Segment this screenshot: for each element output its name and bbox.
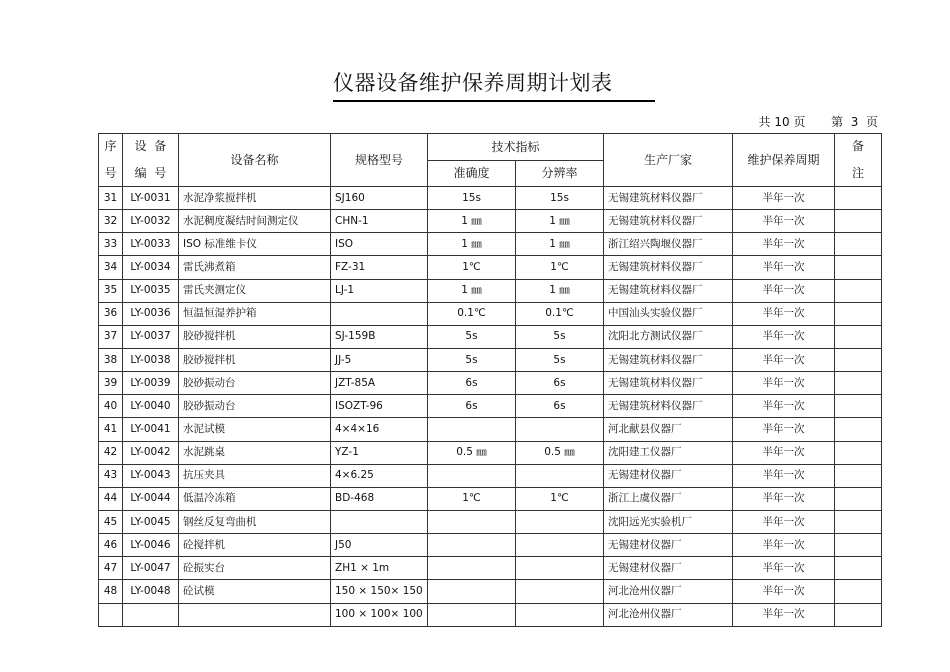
cell-accuracy: 6s	[428, 372, 516, 395]
cell-cycle: 半年一次	[733, 325, 835, 348]
cell-seq: 32	[99, 210, 123, 233]
cell-name: 胶砂振动台	[179, 395, 331, 418]
header-seq: 序 号	[99, 134, 123, 187]
cell-resolution	[516, 534, 604, 557]
cell-seq: 35	[99, 279, 123, 302]
cell-maker: 无锡建筑材料仪器厂	[604, 395, 733, 418]
cell-code: LY-0046	[123, 534, 179, 557]
cell-accuracy: 5s	[428, 348, 516, 371]
cell-name: 水泥试模	[179, 418, 331, 441]
cell-resolution: 1 ㎜	[516, 279, 604, 302]
cell-resolution	[516, 557, 604, 580]
table-row	[99, 418, 882, 441]
cell-code: LY-0047	[123, 557, 179, 580]
cell-remark	[835, 464, 882, 487]
cell-cycle: 半年一次	[733, 372, 835, 395]
cell-seq	[99, 603, 123, 626]
cell-maker: 沈阳北方测试仪器厂	[604, 325, 733, 348]
table-row	[99, 603, 882, 626]
cell-accuracy: 1 ㎜	[428, 210, 516, 233]
cell-maker: 河北献县仪器厂	[604, 418, 733, 441]
cell-code: LY-0031	[123, 187, 179, 210]
cell-model: 4×6.25	[331, 464, 428, 487]
cell-code: LY-0045	[123, 510, 179, 533]
cell-code: LY-0034	[123, 256, 179, 279]
cell-name: 雷氏夹测定仪	[179, 279, 331, 302]
cell-remark	[835, 279, 882, 302]
cell-resolution	[516, 510, 604, 533]
cell-accuracy	[428, 534, 516, 557]
cell-resolution: 1 ㎜	[516, 210, 604, 233]
cell-seq: 40	[99, 395, 123, 418]
cell-cycle: 半年一次	[733, 441, 835, 464]
cell-code: LY-0043	[123, 464, 179, 487]
cell-remark	[835, 441, 882, 464]
cell-accuracy	[428, 557, 516, 580]
current-page: 第 3 页	[831, 115, 878, 129]
cell-name: ISO 标准维卡仪	[179, 233, 331, 256]
cell-remark	[835, 534, 882, 557]
table-row	[99, 441, 882, 464]
cell-seq: 31	[99, 187, 123, 210]
cell-name: 胶砂振动台	[179, 372, 331, 395]
table-row	[99, 395, 882, 418]
cell-model: JJ-5	[331, 348, 428, 371]
cell-accuracy	[428, 603, 516, 626]
cell-remark	[835, 603, 882, 626]
table-header	[99, 134, 882, 187]
table-row	[99, 187, 882, 210]
cell-name: 胶砂搅拌机	[179, 348, 331, 371]
cell-cycle: 半年一次	[733, 302, 835, 325]
cell-cycle: 半年一次	[733, 603, 835, 626]
cell-name: 水泥稠度凝结时间测定仪	[179, 210, 331, 233]
cell-remark	[835, 256, 882, 279]
cell-accuracy: 0.5 ㎜	[428, 441, 516, 464]
cell-seq: 34	[99, 256, 123, 279]
cell-code: LY-0037	[123, 325, 179, 348]
maintenance-plan-table	[98, 133, 882, 627]
cell-code: LY-0048	[123, 580, 179, 603]
cell-maker: 无锡建筑材料仪器厂	[604, 279, 733, 302]
cell-seq: 43	[99, 464, 123, 487]
cell-code: LY-0036	[123, 302, 179, 325]
cell-code: LY-0032	[123, 210, 179, 233]
table-row	[99, 233, 882, 256]
page-indicator	[759, 113, 878, 130]
cell-resolution: 5s	[516, 325, 604, 348]
cell-cycle: 半年一次	[733, 395, 835, 418]
cell-resolution: 6s	[516, 372, 604, 395]
cell-model: 100 × 100× 100	[331, 603, 428, 626]
cell-maker: 河北沧州仪器厂	[604, 580, 733, 603]
cell-maker: 河北沧州仪器厂	[604, 603, 733, 626]
cell-accuracy: 5s	[428, 325, 516, 348]
cell-maker: 无锡建筑材料仪器厂	[604, 372, 733, 395]
cell-remark	[835, 348, 882, 371]
cell-seq: 46	[99, 534, 123, 557]
cell-maker: 浙江绍兴陶堰仪器厂	[604, 233, 733, 256]
cell-cycle: 半年一次	[733, 279, 835, 302]
cell-maker: 无锡建筑材料仪器厂	[604, 210, 733, 233]
cell-seq: 41	[99, 418, 123, 441]
table-row	[99, 580, 882, 603]
cell-model: SJ160	[331, 187, 428, 210]
document-title: 仪器设备维护保养周期计划表	[333, 70, 655, 102]
table-row	[99, 325, 882, 348]
cell-resolution	[516, 580, 604, 603]
cell-remark	[835, 510, 882, 533]
cell-resolution: 1 ㎜	[516, 233, 604, 256]
cell-maker: 无锡建材仪器厂	[604, 464, 733, 487]
cell-model: LJ-1	[331, 279, 428, 302]
cell-model: JZT-85A	[331, 372, 428, 395]
cell-code	[123, 603, 179, 626]
cell-code: LY-0040	[123, 395, 179, 418]
cell-remark	[835, 233, 882, 256]
cell-maker: 无锡建材仪器厂	[604, 534, 733, 557]
cell-maker: 浙江上虞仪器厂	[604, 487, 733, 510]
cell-cycle: 半年一次	[733, 464, 835, 487]
cell-model: ISO	[331, 233, 428, 256]
table-row	[99, 510, 882, 533]
cell-accuracy: 15s	[428, 187, 516, 210]
table-row	[99, 464, 882, 487]
cell-maker: 沈阳远光实验机厂	[604, 510, 733, 533]
header-name: 设备名称	[179, 134, 331, 187]
cell-model: J50	[331, 534, 428, 557]
cell-model: ZH1 × 1m	[331, 557, 428, 580]
cell-accuracy	[428, 510, 516, 533]
cell-name: 抗压夹具	[179, 464, 331, 487]
header-maker: 生产厂家	[604, 134, 733, 187]
cell-cycle: 半年一次	[733, 580, 835, 603]
cell-name: 水泥净浆搅拌机	[179, 187, 331, 210]
cell-maker: 无锡建材仪器厂	[604, 557, 733, 580]
cell-cycle: 半年一次	[733, 418, 835, 441]
cell-name: 砼振实台	[179, 557, 331, 580]
cell-resolution: 5s	[516, 348, 604, 371]
header-tech: 技术指标	[428, 134, 604, 161]
cell-code: LY-0044	[123, 487, 179, 510]
table-row	[99, 534, 882, 557]
table-row	[99, 372, 882, 395]
cell-cycle: 半年一次	[733, 487, 835, 510]
cell-cycle: 半年一次	[733, 510, 835, 533]
cell-accuracy	[428, 464, 516, 487]
header-code: 设 备 编 号	[123, 134, 179, 187]
cell-maker: 无锡建筑材料仪器厂	[604, 187, 733, 210]
cell-resolution: 1℃	[516, 487, 604, 510]
header-cycle: 维护保养周期	[733, 134, 835, 187]
header-accuracy: 准确度	[428, 161, 516, 187]
cell-model: 150 × 150× 150	[331, 580, 428, 603]
cell-maker: 中国汕头实验仪器厂	[604, 302, 733, 325]
cell-name: 胶砂搅拌机	[179, 325, 331, 348]
cell-code: LY-0033	[123, 233, 179, 256]
cell-resolution	[516, 603, 604, 626]
cell-name: 低温冷冻箱	[179, 487, 331, 510]
cell-seq: 38	[99, 348, 123, 371]
cell-model: FZ-31	[331, 256, 428, 279]
table-row	[99, 487, 882, 510]
header-resolution: 分辨率	[516, 161, 604, 187]
cell-resolution	[516, 418, 604, 441]
table-row	[99, 210, 882, 233]
cell-seq: 44	[99, 487, 123, 510]
cell-cycle: 半年一次	[733, 348, 835, 371]
cell-code: LY-0038	[123, 348, 179, 371]
cell-maker: 沈阳建工仪器厂	[604, 441, 733, 464]
cell-resolution: 6s	[516, 395, 604, 418]
cell-cycle: 半年一次	[733, 534, 835, 557]
cell-name: 钢丝反复弯曲机	[179, 510, 331, 533]
cell-seq: 36	[99, 302, 123, 325]
cell-accuracy: 6s	[428, 395, 516, 418]
table-row	[99, 348, 882, 371]
table-row	[99, 557, 882, 580]
cell-maker: 无锡建筑材料仪器厂	[604, 256, 733, 279]
header-remark: 备 注	[835, 134, 882, 187]
cell-seq: 42	[99, 441, 123, 464]
cell-accuracy: 1 ㎜	[428, 279, 516, 302]
cell-model	[331, 302, 428, 325]
cell-cycle: 半年一次	[733, 233, 835, 256]
cell-resolution: 0.1℃	[516, 302, 604, 325]
cell-accuracy: 1 ㎜	[428, 233, 516, 256]
cell-name: 水泥跳桌	[179, 441, 331, 464]
cell-code: LY-0035	[123, 279, 179, 302]
cell-model: CHN-1	[331, 210, 428, 233]
cell-name: 恒温恒湿养护箱	[179, 302, 331, 325]
cell-seq: 33	[99, 233, 123, 256]
cell-model: SJ-159B	[331, 325, 428, 348]
cell-name: 砼试模	[179, 580, 331, 603]
cell-code: LY-0042	[123, 441, 179, 464]
cell-remark	[835, 187, 882, 210]
cell-code: LY-0039	[123, 372, 179, 395]
cell-remark	[835, 418, 882, 441]
cell-cycle: 半年一次	[733, 256, 835, 279]
cell-resolution	[516, 464, 604, 487]
cell-resolution: 0.5 ㎜	[516, 441, 604, 464]
cell-resolution: 1℃	[516, 256, 604, 279]
cell-name: 砼搅拌机	[179, 534, 331, 557]
table-body	[99, 187, 882, 627]
cell-model: ISOZT-96	[331, 395, 428, 418]
cell-seq: 47	[99, 557, 123, 580]
cell-remark	[835, 580, 882, 603]
cell-remark	[835, 325, 882, 348]
cell-remark	[835, 302, 882, 325]
total-pages: 共 10 页	[758, 115, 806, 129]
cell-remark	[835, 557, 882, 580]
cell-accuracy: 1℃	[428, 256, 516, 279]
cell-code: LY-0041	[123, 418, 179, 441]
cell-cycle: 半年一次	[733, 210, 835, 233]
cell-name	[179, 603, 331, 626]
cell-accuracy: 1℃	[428, 487, 516, 510]
cell-model: BD-468	[331, 487, 428, 510]
cell-seq: 48	[99, 580, 123, 603]
cell-seq: 45	[99, 510, 123, 533]
cell-model: 4×4×16	[331, 418, 428, 441]
table-row	[99, 302, 882, 325]
cell-cycle: 半年一次	[733, 187, 835, 210]
cell-maker: 无锡建筑材料仪器厂	[604, 348, 733, 371]
cell-name: 雷氏沸煮箱	[179, 256, 331, 279]
cell-cycle: 半年一次	[733, 557, 835, 580]
cell-remark	[835, 210, 882, 233]
cell-accuracy	[428, 580, 516, 603]
table-row	[99, 256, 882, 279]
cell-seq: 39	[99, 372, 123, 395]
cell-accuracy	[428, 418, 516, 441]
cell-remark	[835, 372, 882, 395]
cell-resolution: 15s	[516, 187, 604, 210]
table-row	[99, 279, 882, 302]
cell-accuracy: 0.1℃	[428, 302, 516, 325]
cell-model	[331, 510, 428, 533]
cell-remark	[835, 487, 882, 510]
cell-remark	[835, 395, 882, 418]
cell-model: YZ-1	[331, 441, 428, 464]
cell-seq: 37	[99, 325, 123, 348]
header-model: 规格型号	[331, 134, 428, 187]
